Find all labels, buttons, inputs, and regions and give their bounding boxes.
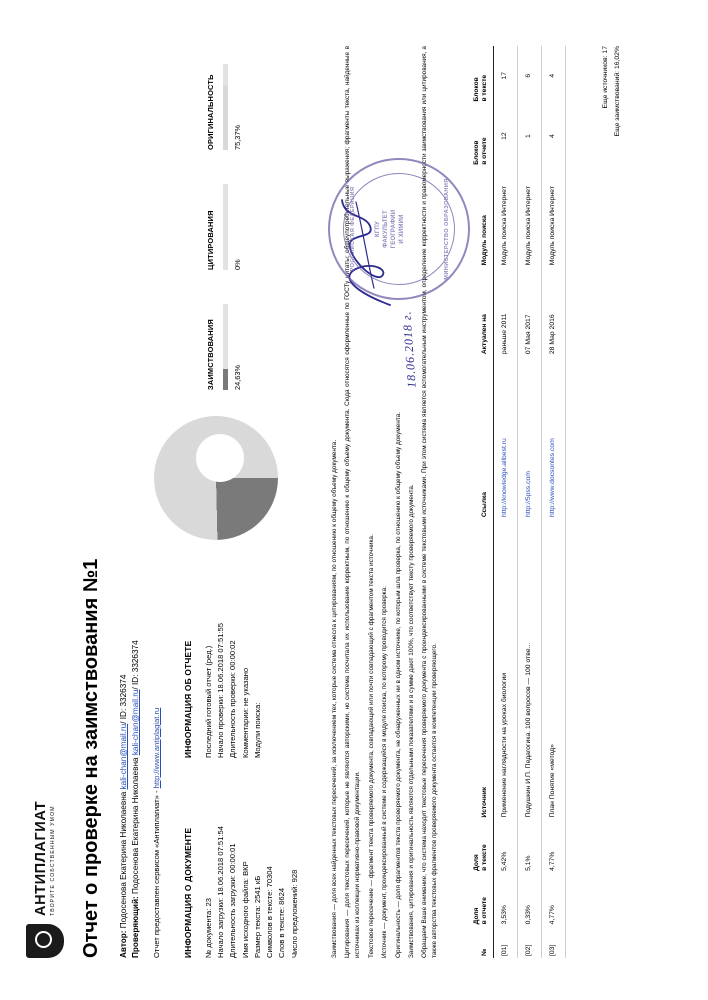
author-email-link[interactable]: kali-chan@mail.ru — [119, 723, 128, 790]
stat-label: ЗАИМСТВОВАНИЯ — [206, 319, 215, 390]
cell-share-text: 5,1% — [518, 820, 542, 873]
stat-value: 0% — [233, 259, 242, 270]
col-source: Источник — [470, 519, 494, 819]
document-info-heading: ИНФОРМАЦИЯ О ДОКУМЕНТЕ — [183, 827, 193, 958]
stat-borrowings — [206, 304, 242, 390]
document-meta — [118, 640, 143, 958]
col-blocks-text-l1: Блоков — [473, 77, 480, 102]
col-link: Ссылка — [470, 356, 494, 519]
stamp-line: КГПУ — [375, 221, 381, 237]
stamp-arc-bottom: МИНИСТЕРСТВО ОБРАЗОВАНИЯ — [444, 178, 450, 280]
stat-bar — [223, 64, 228, 150]
meta-author-label: Автор: — [119, 930, 128, 958]
meta-author-id: / ID: 3326374 — [119, 674, 128, 724]
doc-info-row: Размер текста: 2541 кБ — [252, 875, 262, 958]
col-share-report-l1: Доля — [473, 907, 480, 925]
doc-info-row: Имя исходного файла: ВКР — [240, 861, 250, 958]
cell-source: План Понятие «метод» — [542, 519, 566, 819]
col-blocks-report-l1: Блоков — [473, 140, 480, 165]
stat-bar — [223, 304, 228, 390]
legal-paragraph: Текстовое пересечение — фрагмент текста проверяемого документа, совпадающий или почти совпадающий с фрагментом текста источника. — [367, 534, 375, 958]
stat-value: 24,63% — [233, 364, 242, 390]
stamp-line: И ХИМИИ — [399, 214, 406, 244]
stamp-arc-top: РОССИЙСКАЯ ФЕДЕРАЦИЯ — [350, 186, 356, 272]
report-info-heading: ИНФОРМАЦИЯ ОБ ОТЧЕТЕ — [183, 640, 193, 758]
document-info-block — [182, 728, 301, 958]
legal-paragraph: Заимствования — доля всех найденных текстовых пересечений, за исключением тех, которые система отнесла к цитированиям, по отношению к общему объему документа. — [331, 439, 338, 958]
stat-citations — [206, 184, 242, 270]
stamp-line: ГЕОГРАФИИ — [391, 209, 398, 249]
originality-chart — [150, 40, 300, 560]
stamp-inner-text — [374, 160, 406, 298]
meta-checker-row — [130, 640, 142, 958]
cell-share-text: 5,42% — [494, 820, 518, 873]
cell-number: [03] — [542, 926, 566, 958]
cell-number: [01] — [494, 926, 518, 958]
checker-email-link[interactable]: kali-chan@mail.ru — [131, 689, 141, 756]
cell-module: Модуль поиска Интернет — [494, 167, 518, 268]
col-actual: Актуален на — [470, 267, 494, 356]
cell-share-report: 4,77% — [542, 873, 566, 926]
col-blocks-text-l2: в тексте — [481, 74, 489, 102]
report-info-row: Длительность проверки: 00:00:02 — [228, 640, 238, 758]
brand-tagline: ТВОРИТЕ СОБСТВЕННЫМ УМОМ — [49, 805, 56, 916]
cell-link[interactable]: http://5рss.com — [518, 356, 542, 519]
sources-table — [470, 46, 566, 958]
col-number: № — [470, 926, 494, 958]
legal-paragraph: Обращаем Ваше внимание, что система находит текстовые пересечения проверяемого документа с проиндексированными в системе текстовыми источниками. При этом система является вспомогательным инструментом, определение корректности и правомерности заимствования или цитирования, а также авторства текстовых фрагментов проверяемого документа остается в компетенции проверяющего. — [421, 46, 439, 958]
stat-originality — [206, 64, 242, 150]
doc-info-row: № документа: 23 — [203, 898, 213, 958]
table-header-row — [470, 46, 494, 958]
cell-blocks-report: 4 — [542, 103, 566, 166]
cell-actual: раньше 2011 — [494, 267, 518, 356]
report-info-row: Начало проверки: 18.06.2018 07:51:55 — [215, 623, 225, 758]
report-info-row: Последний готовый отчет (ред.) — [203, 645, 213, 758]
doc-info-row: Длительность загрузки: 00:00:01 — [228, 843, 238, 958]
doc-info-row: Слов в тексте: 8624 — [277, 887, 287, 958]
chart-stats — [206, 64, 242, 390]
signature-date: 18.06.2018 г. — [399, 310, 419, 389]
legal-paragraph: Источник — документ, проиндексированный в системе и содержащийся в модуле поиска, по которому проводится проверка. — [381, 586, 389, 958]
cell-blocks-text: 17 — [494, 46, 518, 103]
col-blocks-report-l2: в отчете — [481, 137, 489, 165]
cell-module: Модуль поиска Интернет — [542, 167, 566, 268]
meta-checker-id: / ID: 3326374 — [131, 640, 141, 690]
cell-actual: 07 Мая 2017 — [518, 267, 542, 356]
report-info-row: Модули поиска: — [252, 702, 262, 758]
cell-blocks-report: 1 — [518, 103, 542, 166]
antiplagiat-shield-icon — [26, 924, 64, 958]
table-totals — [600, 46, 623, 220]
doc-info-row: Начало загрузки: 18.06.2018 07:51:54 — [215, 826, 225, 958]
stat-label: ЦИТИРОВАНИЯ — [206, 210, 215, 270]
cell-blocks-text: 6 — [518, 46, 542, 103]
col-share-text-l1: Доля — [473, 854, 480, 871]
cell-source: Подушкин И.П. Педагогика. 100 вопросов — 100 отве... — [518, 519, 542, 819]
meta-author-row — [118, 640, 130, 958]
legal-paragraph: Цитирования — доля текстовых пересечений, которые не являются авторскими, но система посчитала их использование корректным, по отношению к общему объему документа. Сюда относятся оформленные по ГОСТу цитаты; общеупотребительные выражения; фрагменты текста, найденные в источниках из коллекции нормативно-правовой документации. — [344, 46, 362, 958]
cell-module: Модуль поиска Интернет — [518, 167, 542, 268]
cell-number: [02] — [518, 926, 542, 958]
doc-info-row: Число предложений: 928 — [289, 869, 299, 958]
col-module: Модуль поиска — [470, 167, 494, 268]
cell-share-report: 3,53% — [494, 873, 518, 926]
table-row[interactable] — [494, 46, 518, 958]
cell-share-report: 0,33% — [518, 873, 542, 926]
page-title: Отчет о проверке на заимствования №1 — [80, 558, 102, 958]
stat-label: ОРИГИНАЛЬНОСТЬ — [206, 74, 215, 150]
donut-chart — [154, 416, 278, 540]
cell-link[interactable]: http://knowledge.allbest.ru — [494, 356, 518, 519]
stat-bar — [223, 184, 228, 270]
provided-by — [152, 708, 161, 958]
meta-checker-name: Подосенова Екатерина Николаевна — [131, 755, 141, 894]
official-stamp — [328, 158, 470, 300]
legal-paragraph: Оригинальность — доля фрагментов текста проверяемого документа, не обнаруженных ни в одном источнике, по которым шла проверка, по отношению к общему объему документа. — [394, 412, 402, 958]
col-share-text-l2: в тексте — [481, 844, 489, 871]
col-share-report — [470, 873, 494, 926]
col-blocks-report — [470, 103, 494, 166]
col-share-text — [470, 820, 494, 873]
antiplagiat-site-link[interactable]: http://www.antiplagiat.ru — [152, 707, 161, 789]
totals-more-sources: Еще источников: 17 — [602, 46, 609, 109]
table-row[interactable] — [542, 46, 566, 958]
meta-author-name: Подосенова Екатерина Николаевна — [119, 789, 128, 929]
meta-checker-label: Проверяющий: — [131, 896, 141, 958]
cell-blocks-text: 4 — [542, 46, 566, 103]
provided-text: Отчет предоставлен сервисом «Антиплагиат» - — [152, 790, 161, 958]
cell-link[interactable]: http://www.docsontes.com — [542, 356, 566, 519]
donut-hole — [196, 434, 244, 482]
cell-source: Применение наглядности на уроках биологии — [494, 519, 518, 819]
logo-text — [34, 801, 57, 916]
stat-value: 75,37% — [233, 124, 242, 150]
col-share-report-l2: в отчете — [481, 897, 489, 925]
col-blocks-text — [470, 46, 494, 103]
doc-info-row: Символов в тексте: 70304 — [265, 866, 275, 958]
table-row[interactable] — [518, 46, 542, 958]
cell-share-text: 4,77% — [542, 820, 566, 873]
stamp-line: ФАКУЛЬТЕТ — [383, 210, 390, 248]
brand-name: АНТИПЛАГИАТ — [32, 800, 49, 916]
antiplagiat-logo — [26, 801, 64, 958]
totals-more-borrowings: Еще заимствований: 16,02% — [613, 46, 621, 137]
legal-paragraph: Заимствования, цитирования и оригинальность являются отдельными показателями и в сумме дают 100%, что соответствует тексту проверяемого документа. — [408, 484, 416, 958]
report-info-row: Комментарии: не указано — [240, 667, 250, 758]
cell-actual: 28 Мар 2016 — [542, 267, 566, 356]
cell-blocks-report: 12 — [494, 103, 518, 166]
